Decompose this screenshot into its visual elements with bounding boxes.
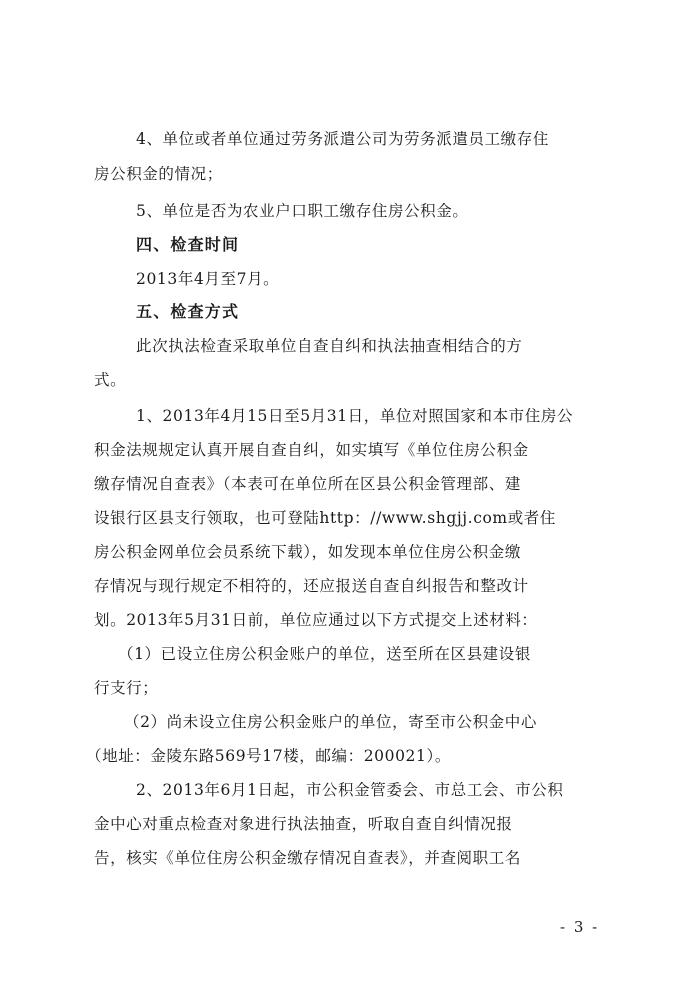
paragraph-line: 1、2013年4月15日至5月31日，单位对照国家和本市住房公	[136, 407, 574, 425]
paragraph-line: 划。2013年5月31日前，单位应通过以下方式提交上述材料：	[94, 611, 538, 629]
paragraph-line: 房公积金的情况；	[94, 165, 223, 183]
paragraph-line: （2）尚未设立住房公积金账户的单位，寄至市公积金中心	[124, 713, 537, 731]
paragraph-line: 5、单位是否为农业户口职工缴存住房公积金。	[136, 202, 469, 220]
paragraph-line: 金中心对重点检查对象进行执法抽查，听取自查自纠情况报	[94, 815, 513, 833]
paragraph-line: 式。	[94, 371, 127, 389]
page-number: - 3 -	[560, 918, 600, 936]
paragraph-line: 告，核实《单位住房公积金缴存情况自查表》，并查阅职工名	[94, 849, 521, 867]
paragraph-line: 此次执法检查采取单位自查自纠和执法抽查相结合的方	[136, 337, 523, 355]
paragraph-line: 存情况与现行规定不相符的，还应报送自查自纠报告和整改计	[94, 577, 529, 595]
paragraph-line: 行支行；	[94, 679, 159, 697]
paragraph-line: 缴存情况自查表》（本表可在单位所在区县公积金管理部、建	[94, 475, 521, 493]
paragraph-line: （1）已设立住房公积金账户的单位，送至所在区县建设银	[118, 645, 531, 663]
paragraph-line: 房公积金网单位会员系统下载），如发现本单位住房公积金缴	[94, 543, 521, 561]
paragraph-line: （地址：金陵东路569号17楼，邮编：200021）。	[86, 747, 451, 765]
paragraph-line: 4、单位或者单位通过劳务派遣公司为劳务派遣员工缴存住	[136, 130, 549, 148]
paragraph-line: 设银行区县支行领取，也可登陆http：//www.shgjj.com或者住	[94, 509, 557, 527]
paragraph-line: 2、2013年6月1日起，市公积金管委会、市总工会、市公积	[136, 781, 564, 799]
section-heading: 五、检查方式	[136, 302, 240, 321]
paragraph-line: 2013年4月至7月。	[136, 270, 280, 288]
paragraph-line: 积金法规规定认真开展自查自纠，如实填写《单位住房公积金	[94, 441, 529, 459]
section-heading: 四、检查时间	[136, 235, 240, 254]
